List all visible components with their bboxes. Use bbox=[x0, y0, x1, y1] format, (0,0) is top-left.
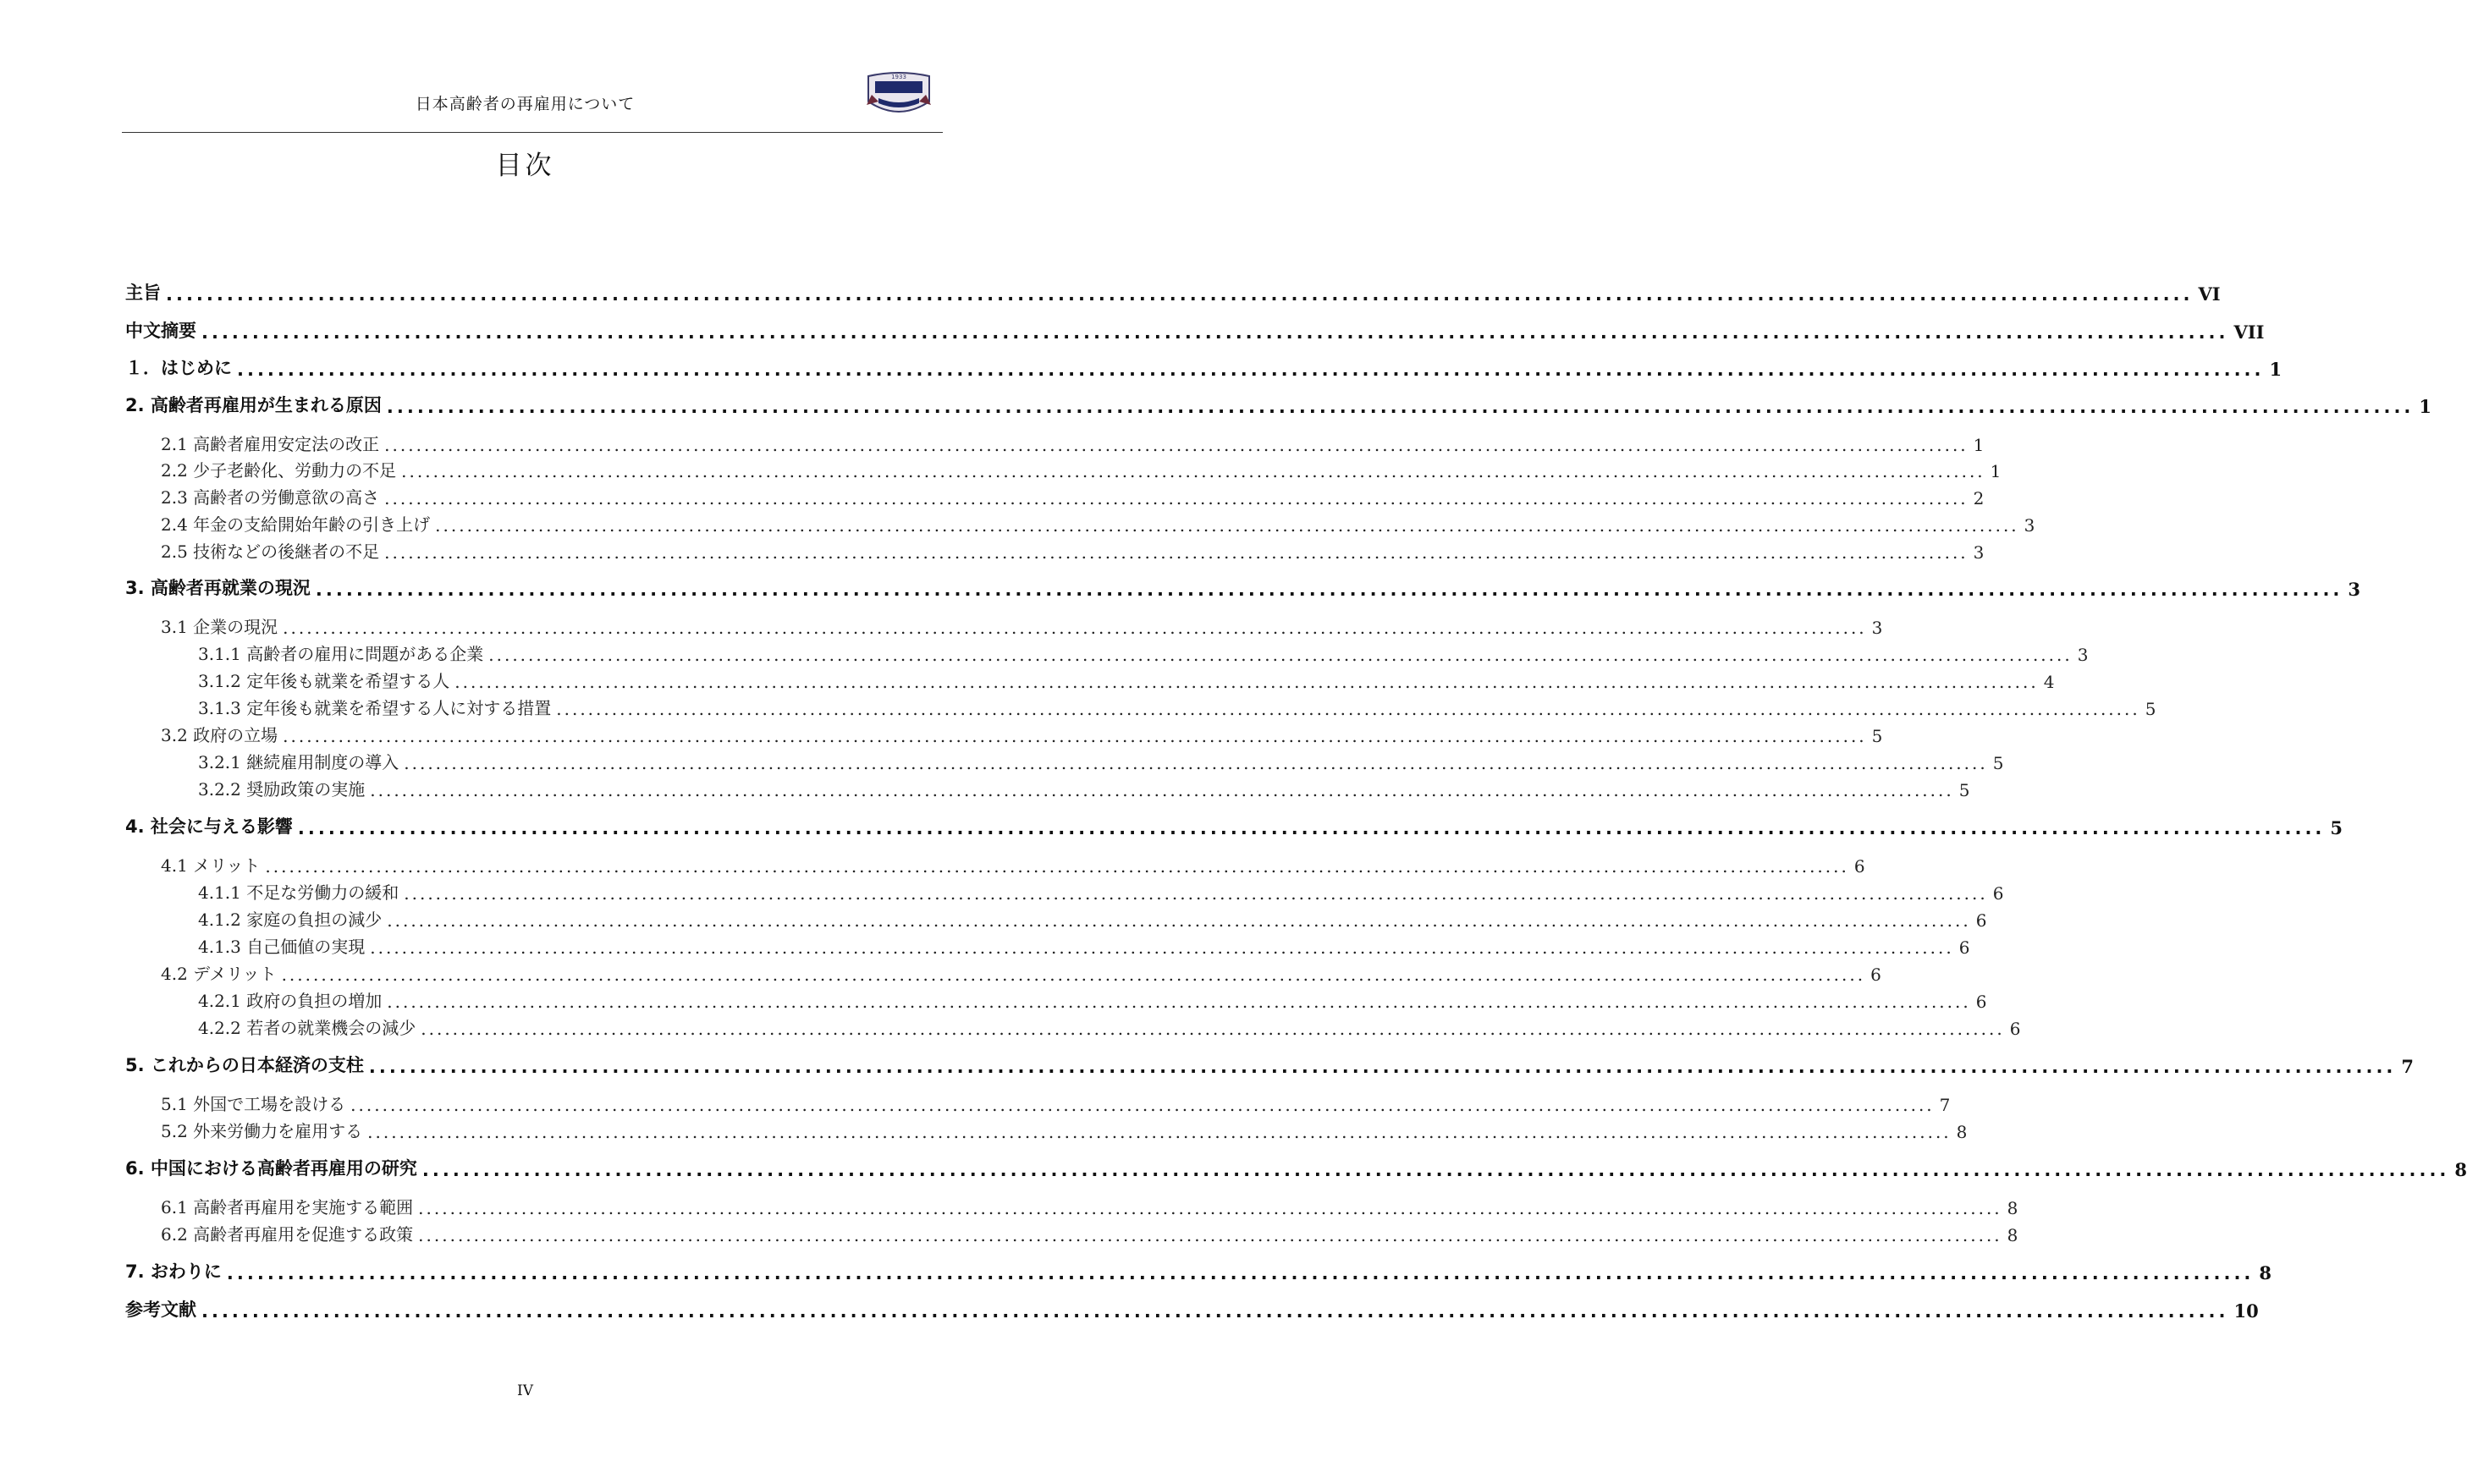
toc-entry-label: 3.2.2 奨励政策の実施 bbox=[198, 779, 366, 800]
toc-entry-label: 4.1 メリット bbox=[161, 855, 261, 876]
toc-entry-page: 8 bbox=[2259, 1262, 2272, 1283]
toc-entry[interactable] bbox=[125, 959, 1881, 985]
toc-entry-label: 4.2 デメリット bbox=[161, 964, 277, 984]
toc-leader-dots: ........................................................................................................................................................................................................ bbox=[350, 1095, 1935, 1115]
toc-entry-page: 4 bbox=[2043, 672, 2055, 692]
toc-entry[interactable] bbox=[125, 537, 1985, 563]
toc-entry-page: 3 bbox=[2077, 645, 2089, 665]
toc-leader-dots: ........................................................................................................................................................................................................ bbox=[401, 461, 1985, 481]
table-of-contents bbox=[125, 0, 2467, 1484]
toc-entry-page: 6 bbox=[1975, 910, 1987, 931]
toc-entry-label: 中文摘要 bbox=[125, 321, 196, 341]
toc-leader-dots: ........................................................................................................................................................................................................ bbox=[387, 910, 1971, 931]
toc-leader-dots: ........................................................................................................................................................................................................ bbox=[421, 1019, 2005, 1039]
toc-entry-page: 6 bbox=[1992, 883, 2004, 904]
toc-entry[interactable] bbox=[125, 430, 1985, 455]
toc-entry[interactable] bbox=[125, 317, 2265, 343]
toc-entry-label: 6.1 高齢者再雇用を実施する範囲 bbox=[161, 1197, 414, 1217]
toc-entry-page: 3 bbox=[2024, 515, 2035, 536]
toc-entry-label: 主旨 bbox=[125, 283, 161, 303]
toc-leader-dots: ........................................................................................................................................................................................................ bbox=[226, 1263, 2255, 1283]
toc-leader-dots: ........................................................................................................................................................................................................ bbox=[435, 515, 2019, 536]
toc-entry-page: 5 bbox=[2145, 699, 2156, 719]
toc-entry[interactable] bbox=[125, 1155, 2467, 1180]
toc-leader-dots: ........................................................................................................................................................................................................ bbox=[237, 360, 2265, 380]
toc-leader-dots: ........................................................................................................................................................................................................ bbox=[166, 284, 2194, 305]
toc-entry-label: 5.1 外国で工場を設ける bbox=[161, 1094, 346, 1114]
toc-entry-label: 2.1 高齢者雇用安定法の改正 bbox=[161, 434, 380, 454]
toc-entry-page: 3 bbox=[2348, 579, 2361, 600]
toc-leader-dots: ........................................................................................................................................................................................................ bbox=[384, 542, 1969, 563]
toc-entry-page: 5 bbox=[1958, 780, 1970, 800]
toc-entry-label: 2.4 年金の支給開始年齢の引き上げ bbox=[161, 514, 431, 535]
toc-entry-label: 3.1.1 高齢者の雇用に問題がある企業 bbox=[198, 644, 484, 664]
toc-leader-dots: ........................................................................................................................................................................................................ bbox=[418, 1225, 2002, 1245]
toc-leader-dots: ........................................................................................................................................................................................................ bbox=[384, 435, 1969, 455]
toc-entry-page: 10 bbox=[2233, 1300, 2259, 1322]
toc-leader-dots: ........................................................................................................................................................................................................ bbox=[370, 780, 1954, 800]
toc-entry-page: 8 bbox=[2007, 1225, 2018, 1245]
toc-leader-dots: ........................................................................................................................................................................................................ bbox=[368, 1057, 2397, 1077]
toc-entry-label: 2. 高齢者再雇用が生まれる原因 bbox=[125, 395, 382, 415]
toc-entry-label: 4. 社会に与える影響 bbox=[125, 816, 293, 837]
logo-year: 1933 bbox=[891, 74, 906, 80]
page-title: 目次 bbox=[495, 151, 555, 181]
toc-entry-page: 6 bbox=[1958, 937, 1970, 958]
toc-entry-page: 6 bbox=[1975, 992, 1987, 1012]
toc-entry[interactable] bbox=[125, 1296, 2259, 1322]
toc-entry[interactable] bbox=[125, 813, 2343, 838]
toc-entry-page: 1 bbox=[2269, 359, 2283, 380]
toc-entry[interactable] bbox=[125, 932, 1970, 958]
toc-entry-page: 6 bbox=[1870, 965, 1881, 985]
toc-leader-dots: ........................................................................................................................................................................................................ bbox=[404, 883, 1988, 904]
toc-entry[interactable] bbox=[125, 355, 2283, 380]
toc-entry[interactable] bbox=[125, 878, 2004, 904]
toc-entry-page: 8 bbox=[2454, 1159, 2467, 1180]
toc-entry-label: 2.3 高齢者の労働意欲の高さ bbox=[161, 487, 380, 508]
toc-leader-dots: ........................................................................................................................................................................................................ bbox=[367, 1122, 1952, 1142]
toc-entry[interactable] bbox=[125, 905, 1987, 931]
toc-entry-page: 5 bbox=[2330, 817, 2343, 838]
toc-entry-label: 4.1.2 家庭の負担の減少 bbox=[198, 910, 383, 930]
toc-entry-label: 3.1 企業の現況 bbox=[161, 617, 278, 637]
toc-leader-dots: ........................................................................................................................................................................................................ bbox=[386, 397, 2415, 417]
toc-entry-page: 1 bbox=[2419, 396, 2432, 417]
toc-entry-page: 3 bbox=[1973, 542, 1985, 563]
toc-entry[interactable] bbox=[125, 510, 2035, 536]
toc-entry-label: 4.2.2 若者の就業機会の減少 bbox=[198, 1018, 416, 1038]
toc-entry-page: 1 bbox=[1973, 435, 1985, 455]
toc-entry-label: 6.2 高齢者再雇用を促進する政策 bbox=[161, 1224, 414, 1245]
toc-entry[interactable] bbox=[125, 1258, 2272, 1283]
toc-entry-page: 8 bbox=[1956, 1122, 1968, 1142]
toc-entry-label: 4.1.1 不足な労働力の緩和 bbox=[198, 882, 399, 903]
toc-entry[interactable] bbox=[125, 1052, 2415, 1077]
toc-leader-dots: ........................................................................................................................................................................................................ bbox=[421, 1160, 2450, 1180]
toc-entry-label: 5.2 外来労働力を雇用する bbox=[161, 1121, 363, 1141]
toc-leader-dots: ........................................................................................................................................................................................................ bbox=[387, 992, 1971, 1012]
toc-leader-dots: ........................................................................................................................................................................................................ bbox=[488, 645, 2073, 665]
toc-leader-dots: ........................................................................................................................................................................................................ bbox=[454, 672, 2039, 692]
toc-entry[interactable] bbox=[125, 483, 1985, 508]
toc-leader-dots: ........................................................................................................................................................................................................ bbox=[283, 726, 1867, 746]
toc-entry[interactable] bbox=[125, 392, 2432, 417]
toc-entry[interactable] bbox=[125, 613, 1883, 638]
toc-entry-page: 6 bbox=[2009, 1019, 2021, 1039]
toc-entry[interactable] bbox=[125, 456, 2002, 481]
toc-entry[interactable] bbox=[125, 1117, 1968, 1142]
toc-leader-dots: ........................................................................................................................................................................................................ bbox=[404, 753, 1988, 773]
toc-entry[interactable] bbox=[125, 640, 2089, 665]
header-title: 日本高齢者の再雇用について bbox=[415, 95, 636, 113]
toc-leader-dots: ........................................................................................................................................................................................................ bbox=[418, 1198, 2002, 1218]
toc-entry-label: 4.2.1 政府の負担の増加 bbox=[198, 991, 383, 1011]
toc-entry-label: １．はじめに bbox=[125, 358, 232, 378]
toc-entry[interactable] bbox=[125, 1014, 2021, 1039]
toc-leader-dots: ........................................................................................................................................................................................................ bbox=[384, 488, 1969, 508]
toc-entry[interactable] bbox=[125, 667, 2055, 692]
toc-entry[interactable] bbox=[125, 574, 2361, 600]
toc-entry-label: 3.1.2 定年後も就業を希望する人 bbox=[198, 671, 450, 691]
toc-entry-label: 2.5 技術などの後継者の不足 bbox=[161, 541, 380, 562]
toc-entry[interactable] bbox=[125, 987, 1987, 1012]
toc-entry-page: 5 bbox=[1871, 726, 1883, 746]
toc-entry-label: 3.2.1 継続雇用制度の導入 bbox=[198, 752, 399, 772]
toc-entry-page: 1 bbox=[1990, 461, 2002, 481]
toc-entry[interactable] bbox=[125, 721, 1883, 746]
footer-page-number: IV bbox=[517, 1382, 533, 1399]
toc-entry[interactable] bbox=[125, 851, 1865, 877]
toc-entry-page: 7 bbox=[2401, 1056, 2415, 1077]
toc-entry-label: 6. 中国における高齢者再雇用の研究 bbox=[125, 1158, 417, 1179]
toc-leader-dots: ........................................................................................................................................................................................................ bbox=[201, 322, 2229, 343]
toc-entry-page: 6 bbox=[1853, 856, 1865, 877]
toc-entry[interactable] bbox=[125, 1090, 1951, 1115]
toc-entry[interactable] bbox=[125, 775, 1970, 800]
toc-entry-label: 参考文献 bbox=[125, 1300, 196, 1320]
toc-entry[interactable] bbox=[125, 279, 2221, 305]
toc-leader-dots: ........................................................................................................................................................................................................ bbox=[265, 856, 1849, 877]
toc-leader-dots: ........................................................................................................................................................................................................ bbox=[297, 818, 2326, 838]
toc-entry-page: 7 bbox=[1939, 1095, 1951, 1115]
toc-entry-page: 5 bbox=[1992, 753, 2004, 773]
toc-entry[interactable] bbox=[125, 694, 2156, 719]
toc-entry-page: 3 bbox=[1871, 618, 1883, 638]
toc-entry-label: 3. 高齢者再就業の現況 bbox=[125, 578, 311, 598]
toc-entry-label: 5. これからの日本経済の支柱 bbox=[125, 1055, 364, 1075]
toc-entry[interactable] bbox=[125, 1220, 2018, 1245]
toc-leader-dots: ........................................................................................................................................................................................................ bbox=[201, 1301, 2229, 1322]
toc-leader-dots: ........................................................................................................................................................................................................ bbox=[283, 618, 1867, 638]
toc-entry-page: 2 bbox=[1973, 488, 1985, 508]
toc-leader-dots: ........................................................................................................................................................................................................ bbox=[315, 580, 2343, 600]
toc-leader-dots: ........................................................................................................................................................................................................ bbox=[370, 937, 1954, 958]
toc-entry-label: 3.2 政府の立場 bbox=[161, 725, 278, 745]
toc-entry-page: 8 bbox=[2007, 1198, 2018, 1218]
toc-entry[interactable] bbox=[125, 1193, 2018, 1218]
toc-entry-page: VII bbox=[2233, 322, 2265, 343]
toc-entry-label: 4.1.3 自己価値の実現 bbox=[198, 937, 366, 957]
toc-leader-dots: ........................................................................................................................................................................................................ bbox=[281, 965, 1866, 985]
toc-leader-dots: ........................................................................................................................................................................................................ bbox=[556, 699, 2140, 719]
toc-entry-label: 2.2 少子老齢化、労動力の不足 bbox=[161, 460, 397, 481]
toc-entry-page: VI bbox=[2198, 283, 2221, 305]
toc-entry[interactable] bbox=[125, 748, 2004, 773]
toc-entry-label: 7. おわりに bbox=[125, 1261, 222, 1282]
toc-entry-label: 3.1.3 定年後も就業を希望する人に対する措置 bbox=[198, 698, 552, 718]
